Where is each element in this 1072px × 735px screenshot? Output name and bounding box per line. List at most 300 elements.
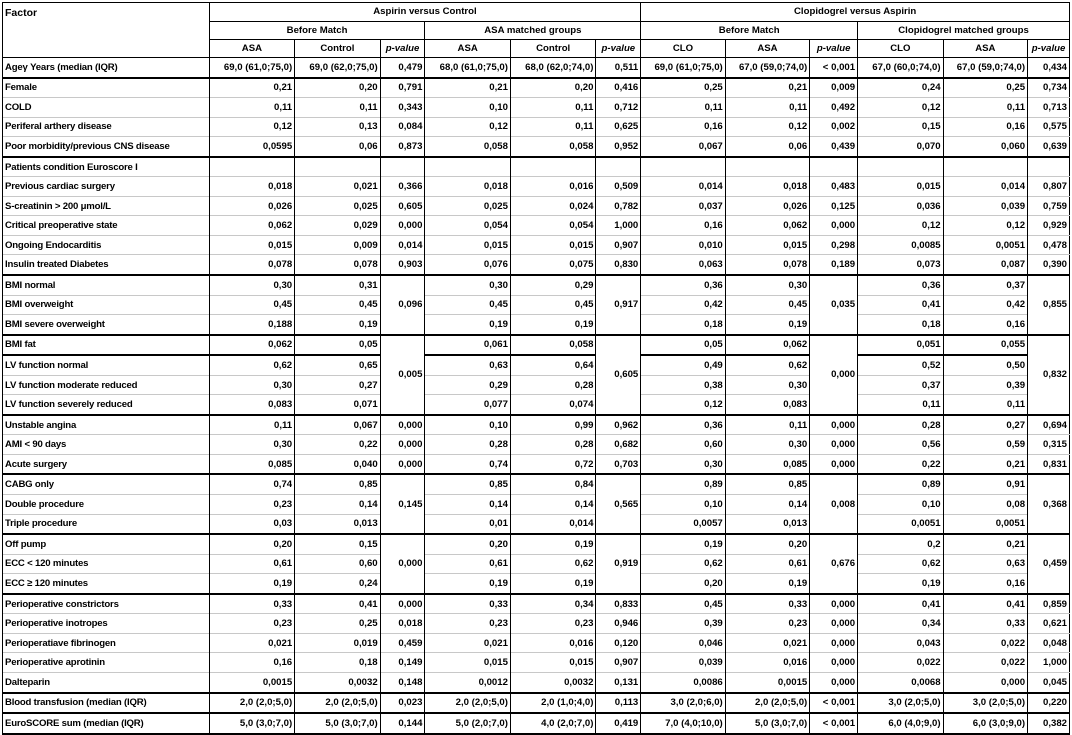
value-cell: 0,013 bbox=[725, 514, 809, 534]
value-cell: 0,11 bbox=[725, 98, 809, 118]
value-cell: 0,11 bbox=[510, 98, 596, 118]
p-value-cell: 0,478 bbox=[1028, 235, 1070, 255]
value-cell: 0,0015 bbox=[725, 672, 809, 692]
p-value-cell: 0,903 bbox=[380, 255, 425, 275]
p-value-cell bbox=[810, 157, 858, 177]
p-value-cell: 0,009 bbox=[810, 78, 858, 98]
table-row bbox=[3, 78, 1070, 98]
table-row bbox=[3, 295, 1070, 315]
value-cell: 0,062 bbox=[209, 216, 295, 236]
value-cell: 0,19 bbox=[425, 315, 511, 335]
value-cell: 2,0 (2,0;5,0) bbox=[295, 693, 381, 714]
value-cell: 0,30 bbox=[725, 275, 809, 295]
value-cell: 0,63 bbox=[943, 554, 1027, 574]
table-row bbox=[3, 713, 1070, 734]
value-cell: 0,073 bbox=[858, 255, 944, 275]
group-p-value: 0,000 bbox=[810, 335, 858, 415]
value-cell: 0,30 bbox=[641, 454, 725, 474]
value-cell: 0,067 bbox=[641, 137, 725, 157]
table-row bbox=[3, 614, 1070, 634]
value-cell: 0,19 bbox=[425, 574, 511, 594]
p-value-cell: < 0,001 bbox=[810, 713, 858, 734]
value-cell: 0,05 bbox=[295, 335, 381, 356]
value-cell: 0,16 bbox=[943, 315, 1027, 335]
row-label: Poor morbidity/previous CNS disease bbox=[3, 137, 210, 157]
table-body bbox=[3, 58, 1070, 734]
value-cell: 0,36 bbox=[641, 275, 725, 295]
value-cell: 3,0 (2,0;5,0) bbox=[858, 693, 944, 714]
table-row bbox=[3, 157, 1070, 177]
group-p-value: 0,832 bbox=[1028, 335, 1070, 415]
value-cell: 0,63 bbox=[425, 355, 511, 375]
group-p-value: 0,605 bbox=[596, 335, 641, 415]
value-cell: 0,071 bbox=[295, 395, 381, 415]
value-cell: 3,0 (2,0;5,0) bbox=[943, 693, 1027, 714]
value-cell: 0,56 bbox=[858, 435, 944, 455]
value-cell: 0,18 bbox=[641, 315, 725, 335]
p-value-cell: 0,782 bbox=[596, 196, 641, 216]
column-header: Control bbox=[295, 40, 381, 58]
row-label: CABG only bbox=[3, 474, 210, 494]
value-cell: 0,074 bbox=[510, 395, 596, 415]
value-cell bbox=[510, 157, 596, 177]
row-label: Patients condition Euroscore I bbox=[3, 157, 210, 177]
before-match-header: Before Match bbox=[641, 22, 858, 40]
value-cell: 0,23 bbox=[209, 614, 295, 634]
value-cell: 0,061 bbox=[425, 335, 511, 356]
p-value-cell: 0,952 bbox=[596, 137, 641, 157]
value-cell: 0,16 bbox=[641, 216, 725, 236]
value-cell: 0,72 bbox=[510, 454, 596, 474]
p-value-cell: 0,621 bbox=[1028, 614, 1070, 634]
value-cell: 0,0012 bbox=[425, 672, 511, 692]
value-cell: 0,022 bbox=[943, 653, 1027, 673]
row-label: COLD bbox=[3, 98, 210, 118]
value-cell: 0,19 bbox=[641, 534, 725, 554]
p-value-cell: 0,929 bbox=[1028, 216, 1070, 236]
value-cell: 0,018 bbox=[725, 177, 809, 197]
p-value-cell: 0,807 bbox=[1028, 177, 1070, 197]
p-value-cell: 0,639 bbox=[1028, 137, 1070, 157]
value-cell: 0,62 bbox=[209, 355, 295, 375]
value-cell: 0,12 bbox=[858, 98, 944, 118]
p-value-cell: 0,703 bbox=[596, 454, 641, 474]
value-cell: 0,058 bbox=[510, 137, 596, 157]
value-cell: 0,29 bbox=[425, 375, 511, 395]
p-value-cell: 0,439 bbox=[810, 137, 858, 157]
value-cell: 0,61 bbox=[209, 554, 295, 574]
comparison-clo-header: Clopidogrel versus Aspirin bbox=[641, 3, 1070, 22]
row-label: Insulin treated Diabetes bbox=[3, 255, 210, 275]
value-cell: 0,45 bbox=[295, 295, 381, 315]
row-label: Unstable angina bbox=[3, 415, 210, 435]
column-header: ASA bbox=[209, 40, 295, 58]
value-cell: 0,34 bbox=[510, 594, 596, 614]
value-cell: 0,21 bbox=[425, 78, 511, 98]
p-value-cell: 0,390 bbox=[1028, 255, 1070, 275]
value-cell: 0,45 bbox=[510, 295, 596, 315]
value-cell: 67,0 (59,0;74,0) bbox=[943, 58, 1027, 78]
value-cell: 0,30 bbox=[209, 275, 295, 295]
value-cell: 0,06 bbox=[725, 137, 809, 157]
value-cell: 0,19 bbox=[295, 315, 381, 335]
group-p-value: 0,676 bbox=[810, 534, 858, 594]
value-cell: 0,29 bbox=[510, 275, 596, 295]
value-cell: 3,0 (2,0;6,0) bbox=[641, 693, 725, 714]
value-cell: 0,11 bbox=[725, 415, 809, 435]
value-cell: 0,21 bbox=[943, 534, 1027, 554]
p-value-cell: 0,000 bbox=[810, 633, 858, 653]
value-cell: 0,30 bbox=[209, 375, 295, 395]
value-cell: 0,06 bbox=[295, 137, 381, 157]
value-cell: 0,188 bbox=[209, 315, 295, 335]
value-cell: 0,058 bbox=[425, 137, 511, 157]
p-value-cell: 0,144 bbox=[380, 713, 425, 734]
comparison-asa-header: Aspirin versus Control bbox=[209, 3, 641, 22]
row-label: BMI overweight bbox=[3, 295, 210, 315]
column-header: p-value bbox=[380, 40, 425, 58]
factor-header: Factor bbox=[3, 3, 210, 58]
row-label: Dalteparin bbox=[3, 672, 210, 692]
value-cell: 0,33 bbox=[943, 614, 1027, 634]
value-cell: 0,14 bbox=[295, 495, 381, 515]
value-cell: 0,20 bbox=[295, 78, 381, 98]
value-cell: 0,99 bbox=[510, 415, 596, 435]
p-value-cell: 0,907 bbox=[596, 653, 641, 673]
p-value-cell: 0,575 bbox=[1028, 117, 1070, 137]
value-cell: 0,62 bbox=[725, 355, 809, 375]
p-value-cell: 0,048 bbox=[1028, 633, 1070, 653]
value-cell: 0,61 bbox=[725, 554, 809, 574]
column-header: p-value bbox=[596, 40, 641, 58]
clo-matched-header: Clopidogrel matched groups bbox=[858, 22, 1070, 40]
value-cell: 5,0 (3,0;7,0) bbox=[725, 713, 809, 734]
p-value-cell: 0,315 bbox=[1028, 435, 1070, 455]
value-cell bbox=[295, 157, 381, 177]
p-value-cell: 0,511 bbox=[596, 58, 641, 78]
value-cell: 0,22 bbox=[295, 435, 381, 455]
row-label: Periferal arthery disease bbox=[3, 117, 210, 137]
value-cell: 69,0 (62,0;75,0) bbox=[295, 58, 381, 78]
value-cell: 0,015 bbox=[858, 177, 944, 197]
value-cell: 0,12 bbox=[425, 117, 511, 137]
value-cell: 0,016 bbox=[510, 177, 596, 197]
value-cell: 0,11 bbox=[858, 395, 944, 415]
table-row bbox=[3, 435, 1070, 455]
value-cell: 0,0032 bbox=[295, 672, 381, 692]
p-value-cell: 0,694 bbox=[1028, 415, 1070, 435]
value-cell: 0,37 bbox=[943, 275, 1027, 295]
table-row bbox=[3, 495, 1070, 515]
value-cell: 0,078 bbox=[295, 255, 381, 275]
value-cell: 0,021 bbox=[425, 633, 511, 653]
p-value-cell: 0,492 bbox=[810, 98, 858, 118]
table-row bbox=[3, 137, 1070, 157]
value-cell: 0,28 bbox=[858, 415, 944, 435]
value-cell: 0,015 bbox=[725, 235, 809, 255]
value-cell: 0,010 bbox=[641, 235, 725, 255]
value-cell: 0,36 bbox=[641, 415, 725, 435]
value-cell bbox=[641, 157, 725, 177]
value-cell: 0,025 bbox=[295, 196, 381, 216]
table-row bbox=[3, 554, 1070, 574]
group-p-value: 0,368 bbox=[1028, 474, 1070, 534]
group-p-value: 0,855 bbox=[1028, 275, 1070, 335]
value-cell bbox=[425, 157, 511, 177]
p-value-cell: 0,509 bbox=[596, 177, 641, 197]
row-label: Ongoing Endocarditis bbox=[3, 235, 210, 255]
group-p-value: 0,008 bbox=[810, 474, 858, 534]
p-value-cell: 0,189 bbox=[810, 255, 858, 275]
value-cell: 68,0 (62,0;74,0) bbox=[510, 58, 596, 78]
value-cell: 0,62 bbox=[858, 554, 944, 574]
p-value-cell: 0,873 bbox=[380, 137, 425, 157]
value-cell: 0,0086 bbox=[641, 672, 725, 692]
column-header: Control bbox=[510, 40, 596, 58]
value-cell: 0,85 bbox=[725, 474, 809, 494]
value-cell: 0,026 bbox=[725, 196, 809, 216]
value-cell: 0,30 bbox=[425, 275, 511, 295]
row-label: BMI fat bbox=[3, 335, 210, 356]
p-value-cell: 0,759 bbox=[1028, 196, 1070, 216]
value-cell: 4,0 (2,0;7,0) bbox=[510, 713, 596, 734]
value-cell: 0,12 bbox=[641, 395, 725, 415]
value-cell: 0,16 bbox=[209, 653, 295, 673]
p-value-cell: 0,000 bbox=[810, 614, 858, 634]
value-cell: 0,20 bbox=[510, 78, 596, 98]
value-cell: 0,41 bbox=[943, 594, 1027, 614]
row-label: ECC < 120 minutes bbox=[3, 554, 210, 574]
table-row bbox=[3, 255, 1070, 275]
value-cell: 0,37 bbox=[858, 375, 944, 395]
value-cell: 0,067 bbox=[295, 415, 381, 435]
value-cell: 0,34 bbox=[858, 614, 944, 634]
value-cell: 0,0595 bbox=[209, 137, 295, 157]
value-cell: 0,10 bbox=[425, 415, 511, 435]
table-row bbox=[3, 693, 1070, 714]
value-cell: 0,11 bbox=[209, 98, 295, 118]
value-cell: 0,30 bbox=[725, 375, 809, 395]
p-value-cell: 0,000 bbox=[810, 415, 858, 435]
table-row bbox=[3, 395, 1070, 415]
value-cell bbox=[209, 157, 295, 177]
value-cell: 0,50 bbox=[943, 355, 1027, 375]
value-cell: 0,21 bbox=[209, 78, 295, 98]
value-cell: 0,015 bbox=[510, 235, 596, 255]
value-cell: 0,12 bbox=[858, 216, 944, 236]
group-p-value: 0,145 bbox=[380, 474, 425, 534]
p-value-cell: 0,343 bbox=[380, 98, 425, 118]
value-cell: 0,029 bbox=[295, 216, 381, 236]
row-label: Perioperatiave fibrinogen bbox=[3, 633, 210, 653]
value-cell: 0,083 bbox=[725, 395, 809, 415]
value-cell: 0,20 bbox=[725, 534, 809, 554]
value-cell: 0,062 bbox=[725, 216, 809, 236]
p-value-cell: 0,907 bbox=[596, 235, 641, 255]
row-label: LV function normal bbox=[3, 355, 210, 375]
row-label: Off pump bbox=[3, 534, 210, 554]
p-value-cell: 0,682 bbox=[596, 435, 641, 455]
value-cell: 0,31 bbox=[295, 275, 381, 295]
value-cell: 0,23 bbox=[510, 614, 596, 634]
value-cell: 0,021 bbox=[725, 633, 809, 653]
asa-matched-header: ASA matched groups bbox=[425, 22, 641, 40]
value-cell: 0,65 bbox=[295, 355, 381, 375]
value-cell: 0,41 bbox=[858, 295, 944, 315]
value-cell: 0,18 bbox=[858, 315, 944, 335]
value-cell: 0,015 bbox=[425, 653, 511, 673]
column-header: ASA bbox=[943, 40, 1027, 58]
value-cell: 0,39 bbox=[943, 375, 1027, 395]
p-value-cell: 0,000 bbox=[380, 454, 425, 474]
value-cell: 0,025 bbox=[425, 196, 511, 216]
column-header: CLO bbox=[641, 40, 725, 58]
value-cell: 0,039 bbox=[943, 196, 1027, 216]
table-row bbox=[3, 177, 1070, 197]
value-cell: 0,30 bbox=[209, 435, 295, 455]
p-value-cell: 0,298 bbox=[810, 235, 858, 255]
p-value-cell: 0,000 bbox=[810, 435, 858, 455]
value-cell: 2,0 (1,0;4,0) bbox=[510, 693, 596, 714]
p-value-cell: 0,946 bbox=[596, 614, 641, 634]
p-value-cell: 0,014 bbox=[380, 235, 425, 255]
p-value-cell: 0,148 bbox=[380, 672, 425, 692]
value-cell: 0,25 bbox=[295, 614, 381, 634]
row-label: LV function severely reduced bbox=[3, 395, 210, 415]
table-row bbox=[3, 474, 1070, 494]
value-cell: 0,054 bbox=[510, 216, 596, 236]
value-cell: 0,054 bbox=[425, 216, 511, 236]
p-value-cell: 0,831 bbox=[1028, 454, 1070, 474]
p-value-cell: 0,018 bbox=[380, 614, 425, 634]
group-p-value: 0,459 bbox=[1028, 534, 1070, 594]
group-p-value: 0,917 bbox=[596, 275, 641, 335]
value-cell: 0,016 bbox=[725, 653, 809, 673]
value-cell: 0,083 bbox=[209, 395, 295, 415]
value-cell: 0,19 bbox=[725, 315, 809, 335]
value-cell: 0,27 bbox=[295, 375, 381, 395]
value-cell: 0,14 bbox=[425, 495, 511, 515]
row-label: Female bbox=[3, 78, 210, 98]
value-cell: 69,0 (61,0;75,0) bbox=[641, 58, 725, 78]
p-value-cell: 0,791 bbox=[380, 78, 425, 98]
row-label: Critical preoperative state bbox=[3, 216, 210, 236]
value-cell: 0,19 bbox=[725, 574, 809, 594]
value-cell: 0,16 bbox=[943, 117, 1027, 137]
table-row bbox=[3, 315, 1070, 335]
row-label: Perioperative constrictors bbox=[3, 594, 210, 614]
value-cell: 0,85 bbox=[425, 474, 511, 494]
group-p-value: 0,919 bbox=[596, 534, 641, 594]
value-cell: 0,013 bbox=[295, 514, 381, 534]
value-cell: 0,0015 bbox=[209, 672, 295, 692]
value-cell: 0,21 bbox=[943, 454, 1027, 474]
value-cell: 5,0 (3,0;7,0) bbox=[295, 713, 381, 734]
value-cell: 0,01 bbox=[425, 514, 511, 534]
value-cell: 0,19 bbox=[858, 574, 944, 594]
table-row bbox=[3, 454, 1070, 474]
value-cell: 0,015 bbox=[510, 653, 596, 673]
p-value-cell: 0,459 bbox=[380, 633, 425, 653]
value-cell: 0,085 bbox=[725, 454, 809, 474]
table-container bbox=[2, 2, 1070, 735]
value-cell: 0,024 bbox=[510, 196, 596, 216]
value-cell: 0,055 bbox=[943, 335, 1027, 356]
value-cell: 0,60 bbox=[295, 554, 381, 574]
value-cell: 0,070 bbox=[858, 137, 944, 157]
p-value-cell: 0,833 bbox=[596, 594, 641, 614]
p-value-cell: 0,625 bbox=[596, 117, 641, 137]
value-cell: 0,11 bbox=[295, 98, 381, 118]
value-cell: 0,18 bbox=[295, 653, 381, 673]
value-cell: 0,45 bbox=[425, 295, 511, 315]
value-cell: 0,11 bbox=[510, 117, 596, 137]
value-cell: 0,22 bbox=[858, 454, 944, 474]
p-value-cell: 0,045 bbox=[1028, 672, 1070, 692]
value-cell: 0,014 bbox=[510, 514, 596, 534]
p-value-cell bbox=[1028, 157, 1070, 177]
value-cell: 0,74 bbox=[425, 454, 511, 474]
value-cell: 2,0 (2,0;5,0) bbox=[725, 693, 809, 714]
row-label: AMI < 90 days bbox=[3, 435, 210, 455]
value-cell: 0,05 bbox=[641, 335, 725, 356]
value-cell bbox=[943, 157, 1027, 177]
group-p-value: 0,000 bbox=[380, 534, 425, 594]
table-row bbox=[3, 98, 1070, 118]
value-cell: 0,25 bbox=[641, 78, 725, 98]
value-cell: 0,03 bbox=[209, 514, 295, 534]
value-cell: 0,078 bbox=[725, 255, 809, 275]
p-value-cell: < 0,001 bbox=[810, 693, 858, 714]
value-cell: 0,15 bbox=[858, 117, 944, 137]
row-label: LV function moderate reduced bbox=[3, 375, 210, 395]
value-cell: 0,28 bbox=[510, 375, 596, 395]
row-label: S-creatinin > 200 μmol/L bbox=[3, 196, 210, 216]
value-cell: 0,039 bbox=[641, 653, 725, 673]
value-cell: 0,62 bbox=[641, 554, 725, 574]
table-row bbox=[3, 672, 1070, 692]
value-cell: 0,0032 bbox=[510, 672, 596, 692]
table-row bbox=[3, 514, 1070, 534]
value-cell: 0,063 bbox=[641, 255, 725, 275]
value-cell: 0,0051 bbox=[943, 514, 1027, 534]
row-label: BMI normal bbox=[3, 275, 210, 295]
p-value-cell: 0,002 bbox=[810, 117, 858, 137]
value-cell: 0,16 bbox=[641, 117, 725, 137]
table-row bbox=[3, 235, 1070, 255]
value-cell: 0,45 bbox=[725, 295, 809, 315]
column-header: p-value bbox=[1028, 40, 1070, 58]
value-cell: 0,27 bbox=[943, 415, 1027, 435]
value-cell: 0,85 bbox=[295, 474, 381, 494]
value-cell: 6,0 (4,0;9,0) bbox=[858, 713, 944, 734]
value-cell: 0,91 bbox=[943, 474, 1027, 494]
value-cell: 0,11 bbox=[209, 415, 295, 435]
column-header: p-value bbox=[810, 40, 858, 58]
value-cell: 0,41 bbox=[858, 594, 944, 614]
group-p-value: 0,565 bbox=[596, 474, 641, 534]
value-cell: 0,13 bbox=[295, 117, 381, 137]
value-cell: 67,0 (60,0;74,0) bbox=[858, 58, 944, 78]
p-value-cell: 0,366 bbox=[380, 177, 425, 197]
value-cell: 0,0057 bbox=[641, 514, 725, 534]
value-cell: 0,59 bbox=[943, 435, 1027, 455]
p-value-cell: 0,734 bbox=[1028, 78, 1070, 98]
value-cell: 0,49 bbox=[641, 355, 725, 375]
p-value-cell: 0,000 bbox=[380, 594, 425, 614]
p-value-cell: 0,000 bbox=[380, 415, 425, 435]
value-cell: 0,19 bbox=[510, 574, 596, 594]
